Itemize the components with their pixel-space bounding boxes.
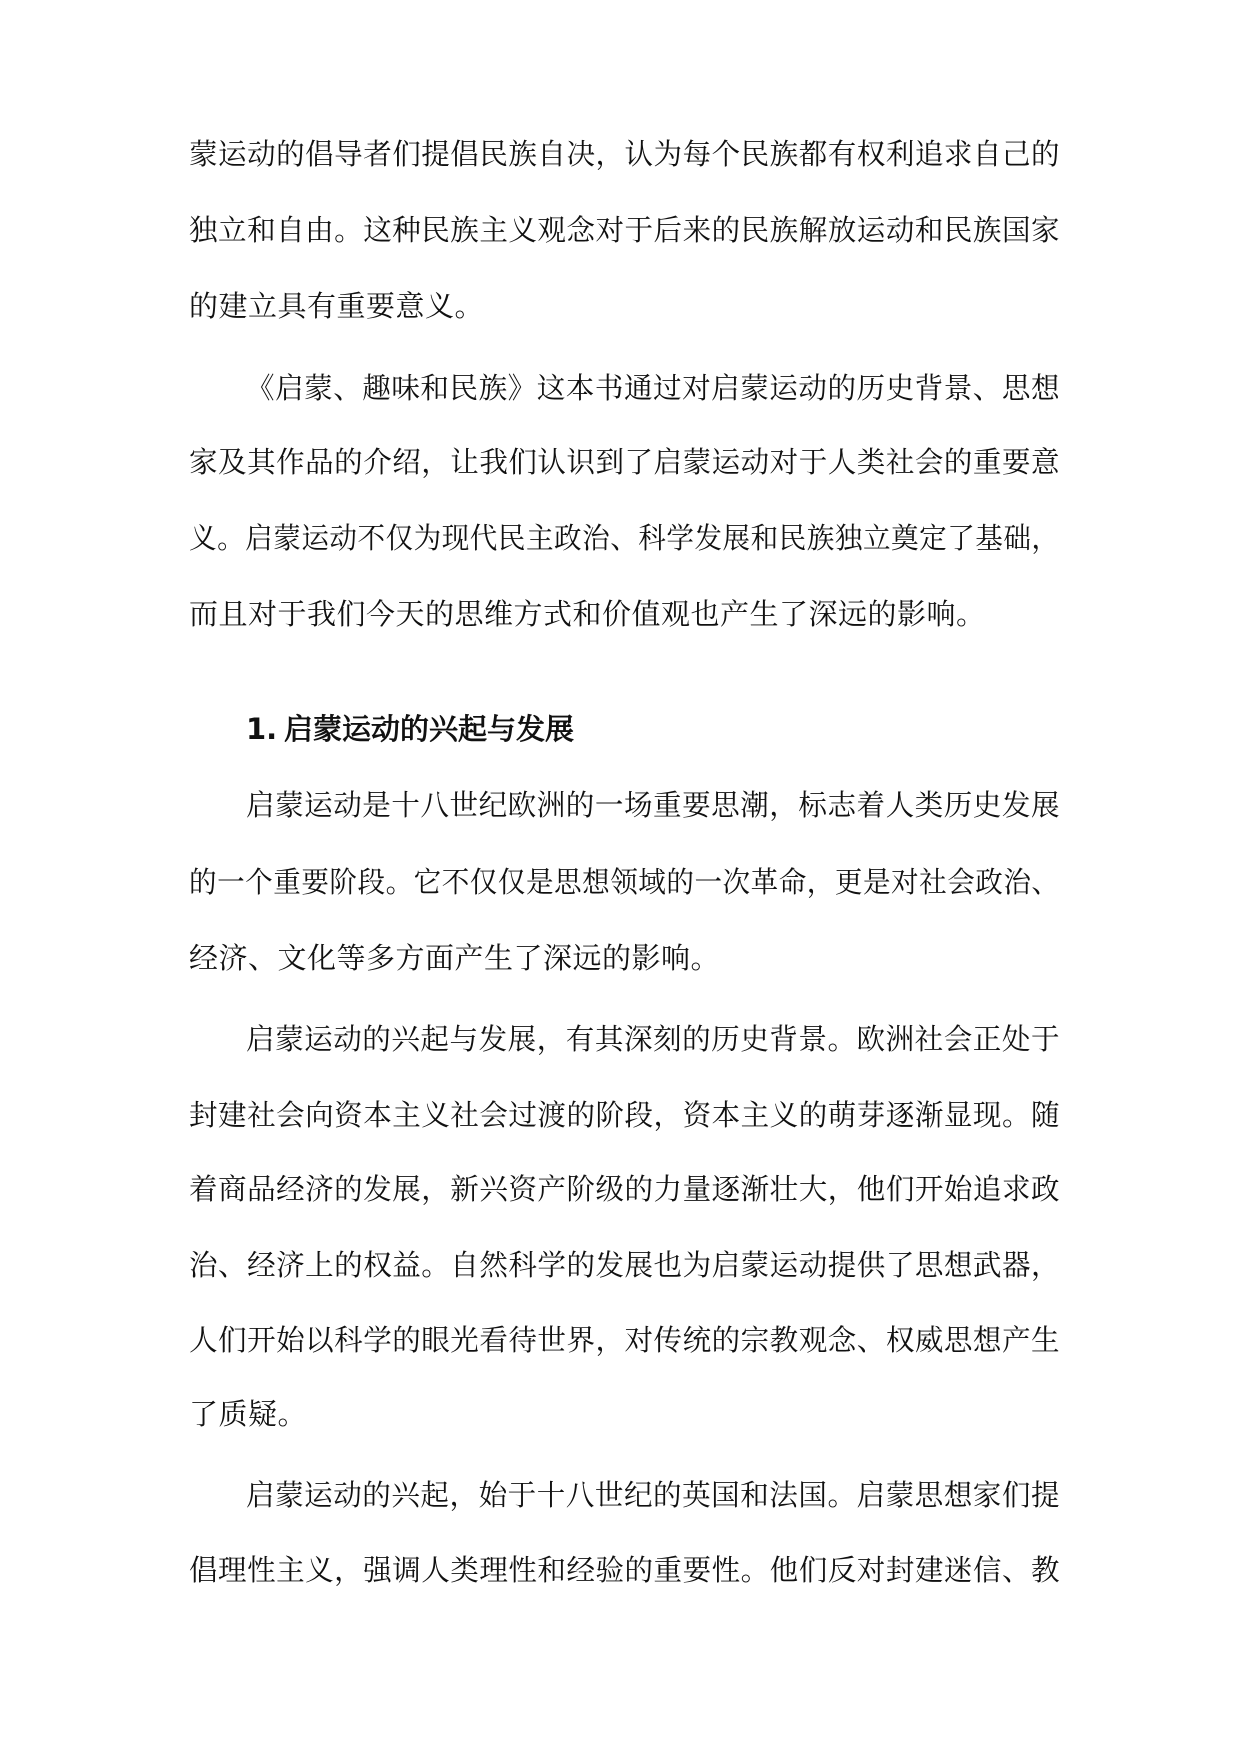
section-heading — [246, 711, 574, 747]
paragraph-line: 着商品经济的发展，新兴资产阶级的力量逐渐壮大，他们开始追求政 — [189, 1172, 1061, 1206]
paragraph-line: 的建立具有重要意义。 — [189, 289, 485, 323]
paragraph-line: 独立和自由。这种民族主义观念对于后来的民族解放运动和民族国家 — [189, 213, 1061, 247]
section-heading-number: 1. — [246, 712, 278, 746]
paragraph-line: 经济、文化等多方面产生了深远的影响。 — [189, 941, 721, 975]
paragraph-line: 倡理性主义，强调人类理性和经验的重要性。他们反对封建迷信、教 — [189, 1553, 1061, 1587]
section-heading-title: 启蒙运动的兴起与发展 — [284, 712, 575, 746]
paragraph-line: 《启蒙、趣味和民族》这本书通过对启蒙运动的历史背景、思想 — [246, 371, 1061, 405]
paragraph-line: 的一个重要阶段。它不仅仅是思想领域的一次革命，更是对社会政治、 — [189, 865, 1060, 899]
paragraph-line: 家及其作品的介绍，让我们认识到了启蒙运动对于人类社会的重要意 — [189, 445, 1061, 479]
paragraph-line: 义。启蒙运动不仅为现代民主政治、科学发展和民族独立奠定了基础， — [189, 521, 1060, 555]
paragraph-line: 蒙运动的倡导者们提倡民族自决，认为每个民族都有权利追求自己的 — [189, 137, 1061, 171]
paragraph-line: 而且对于我们今天的思维方式和价值观也产生了深远的影响。 — [189, 597, 986, 631]
paragraph-line: 启蒙运动是十八世纪欧洲的一场重要思潮，标志着人类历史发展 — [246, 788, 1061, 822]
paragraph-line: 了质疑。 — [189, 1397, 308, 1431]
paragraph-line: 启蒙运动的兴起，始于十八世纪的英国和法国。启蒙思想家们提 — [246, 1478, 1061, 1512]
paragraph-line: 启蒙运动的兴起与发展，有其深刻的历史背景。欧洲社会正处于 — [246, 1022, 1061, 1056]
paragraph-line: 封建社会向资本主义社会过渡的阶段，资本主义的萌芽逐渐显现。随 — [189, 1098, 1061, 1132]
paragraph-line: 人们开始以科学的眼光看待世界，对传统的宗教观念、权威思想产生 — [189, 1323, 1061, 1357]
paragraph-line: 治、经济上的权益。自然科学的发展也为启蒙运动提供了思想武器， — [189, 1248, 1061, 1282]
